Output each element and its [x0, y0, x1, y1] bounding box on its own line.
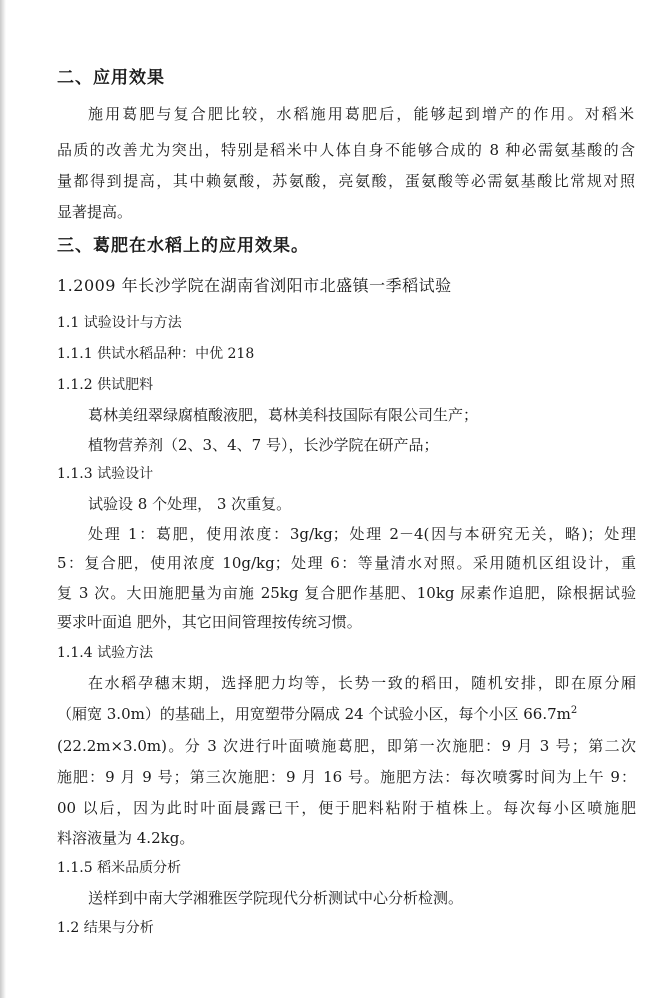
method-line: 在水稻孕穗末期，选择肥力均等，长势一致的稻田，随机安排，即在原分厢 — [88, 674, 636, 692]
method-line: 00 以后，因为此时叶面晨露已干，便于肥料粘附于植株上。每次每小区喷施肥 — [57, 799, 636, 817]
method-line: (22.2m×3.0m)。分 3 次进行叶面喷施葛肥，即第一次施肥：9 月 3 号；第二次 — [57, 737, 636, 755]
fertilizer-item: 葛林美纽翠绿腐植酸液肥，葛林美科技国际有限公司生产； — [88, 406, 479, 424]
subsection-1-1-4: 1.1.4 试验方法 — [57, 645, 154, 661]
superscript: 2 — [570, 705, 578, 716]
method-line — [57, 704, 577, 724]
design-line: 试验设 8 个处理， 3 次重复。 — [88, 495, 292, 513]
design-line: 要求叶面追 肥外，其它田间管理按传统习惯。 — [57, 613, 362, 631]
design-line: 5：复合肥，使用浓度 10g/kg；处理 6：等量清水对照。采用随机区组设计，重 — [57, 554, 636, 572]
method-line: 料溶液量为 4.2kg。 — [57, 829, 195, 847]
paragraph-line: 显著提高。 — [57, 203, 133, 221]
experiment-title: 1.2009 年长沙学院在湖南省浏阳市北盛镇一季稻试验 — [57, 276, 452, 295]
paragraph-line: 施用葛肥与复合肥比较，水稻施用葛肥后，能够起到增产的作用。对稻米 — [88, 105, 634, 123]
subsection-1-1-2: 1.1.2 供试肥料 — [57, 377, 154, 393]
analysis-line: 送样到中南大学湘雅医学院现代分析测试中心分析检测。 — [88, 889, 464, 907]
subsection-1-1-3: 1.1.3 试验设计 — [57, 466, 154, 482]
section-heading-3: 三、葛肥在水稻上的应用效果。 — [57, 236, 309, 256]
paragraph-line: 量都得到提高，其中赖氨酸，苏氨酸，亮氨酸，蛋氨酸等必需氨基酸比常规对照 — [57, 172, 635, 190]
subsection-1-1-5: 1.1.5 稻米品质分析 — [57, 860, 182, 876]
method-line: 施肥：9 月 9 号；第三次施肥：9 月 16 号。施肥方法：每次喷雾时间为上午 9： — [57, 768, 636, 786]
paragraph-line: 品质的改善尤为突出，特别是稻米中人体自身不能够合成的 8 种必需氨基酸的含 — [57, 141, 635, 159]
subsection-1-2: 1.2 结果与分析 — [57, 920, 154, 936]
fertilizer-item: 植物营养剂（2、3、4、7 号），长沙学院在研产品； — [88, 436, 439, 454]
section-heading-2: 二、应用效果 — [57, 68, 165, 88]
method-line-text: （厢宽 3.0m）的基础上，用宽塑带分隔成 24 个试验小区，每个小区 66.7m — [57, 705, 571, 723]
subsection-1-1: 1.1 试验设计与方法 — [57, 315, 182, 331]
design-line: 复 3 次。大田施肥量为亩施 25kg 复合肥作基肥、10kg 尿素作追肥，除根据试验 — [57, 584, 636, 602]
subsection-1-1-1: 1.1.1 供试水稻品种：中优 218 — [57, 346, 255, 362]
design-line: 处理 1：葛肥，使用浓度：3g/kg；处理 2－4(因与本研究无关，略)；处理 — [88, 525, 636, 543]
